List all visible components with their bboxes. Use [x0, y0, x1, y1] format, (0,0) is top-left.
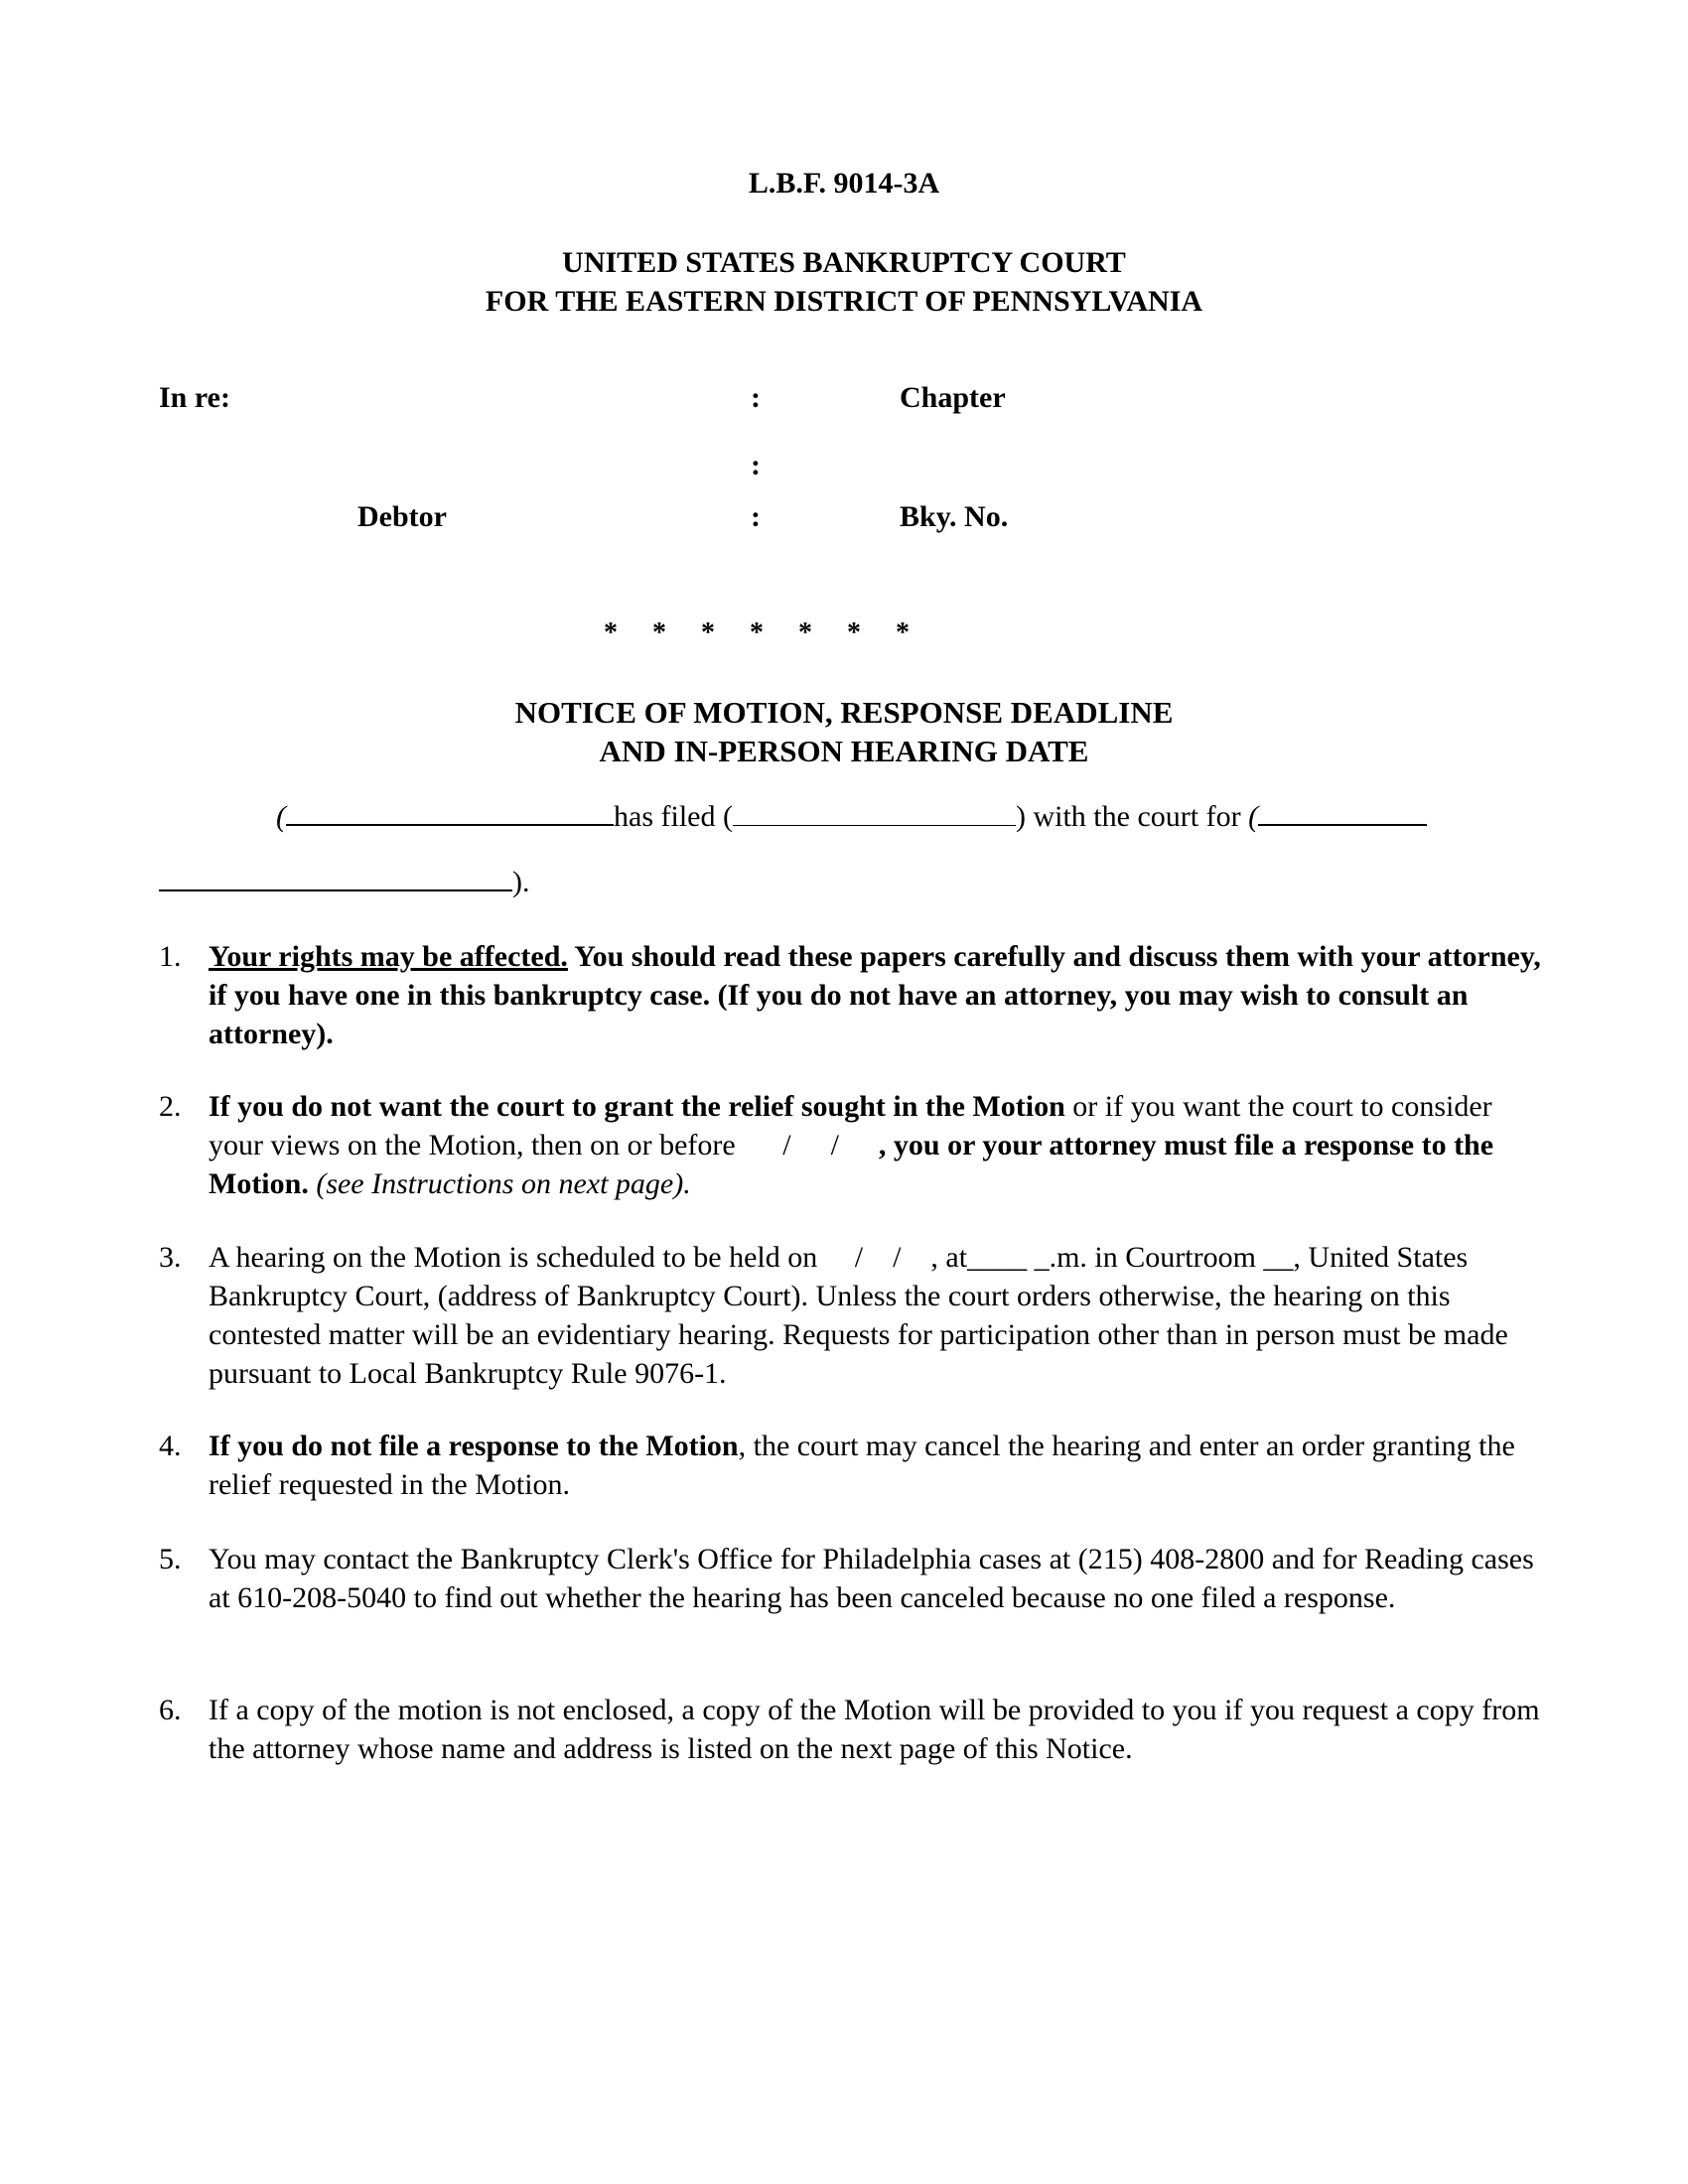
item-number: 1. [159, 940, 182, 973]
star: * [604, 617, 618, 648]
with-court-text: ) with the court for [1015, 800, 1249, 833]
date-slash: / [893, 1241, 902, 1274]
item-number: 6. [159, 1694, 182, 1726]
date-slash: / [782, 1129, 791, 1161]
caption-colon-2: : [751, 449, 761, 481]
debtor-label: Debtor [357, 500, 447, 533]
star: * [847, 617, 861, 648]
item-2-bold-lead: If you do not want the court to grant the relief sought in the Motion [209, 1090, 1065, 1123]
item-4-bold-lead: If you do not file a response to the Motion [209, 1430, 739, 1462]
list-item-6 [159, 1691, 1549, 1768]
court-name-line2: FOR THE EASTERN DISTRICT OF PENNSYLVANIA [485, 285, 1203, 318]
star: * [750, 617, 764, 648]
item-number: 3. [159, 1241, 182, 1274]
star: * [652, 617, 666, 648]
item-5-text: You may contact the Bankruptcy Clerk's Office for Philadelphia cases at (215) 408-2800 and for Reading cases at 610-208-5040 to find out whether the hearing has been canceled because no one filed a response. [209, 1543, 1534, 1614]
notice-title-line2: AND IN-PERSON HEARING DATE [599, 734, 1089, 768]
caption-colon-3: : [751, 500, 761, 533]
filed-sentence [276, 796, 1427, 834]
star: * [701, 617, 715, 648]
item-4-text: , the court may cancel the hearing and enter an order granting the relief requested in the Motion. [209, 1430, 1515, 1501]
list-item-1 [159, 937, 1549, 1053]
relief-blank-1[interactable] [1258, 796, 1427, 826]
open-paren: ( [276, 800, 286, 833]
item-2-text: or if you want the court to consider your views on the Motion, then on or before [209, 1090, 1492, 1161]
date-slash: / [854, 1241, 864, 1274]
bky-no-label: Bky. No. [900, 500, 1009, 533]
star: * [798, 617, 812, 648]
date-slash: / [830, 1129, 839, 1161]
item-1-text: You should read these papers carefully and discuss them with your attorney, if you have one in this bankruptcy case. (If you do not have an attorney, you may wish to consult an attorney). [209, 940, 1541, 1050]
movant-blank[interactable] [286, 796, 614, 826]
item-number: 2. [159, 1090, 182, 1123]
separator-stars [604, 617, 944, 649]
rights-affected-heading: Your rights may be affected. [209, 940, 568, 973]
item-2-bold-mid: , you or your attorney must file a response to the Motion. [209, 1129, 1494, 1200]
list-item-3 [159, 1238, 1549, 1393]
chapter-label: Chapter [900, 381, 1006, 414]
item-3-text-b: , at____ _.m. in Courtroom __, United States Bankruptcy Court, (address of Bankruptcy Court). Unless the court orders otherwise, the hearing on this contested matter will be an evidentiary hearing. Requests for participation other than in person must be made pursuant to Local Bankruptcy Rule 9076-1. [209, 1241, 1508, 1390]
item-number: 4. [159, 1430, 182, 1462]
star: * [896, 617, 910, 648]
relief-blank-2[interactable] [159, 862, 512, 891]
close-text: ). [512, 866, 530, 898]
notice-title-line1: NOTICE OF MOTION, RESPONSE DEADLINE [514, 695, 1174, 730]
caption-colon-1: : [751, 381, 761, 414]
filed-sentence-cont [159, 862, 530, 899]
list-item-5 [159, 1540, 1549, 1617]
in-re-label: In re: [159, 381, 230, 414]
list-item-4 [159, 1427, 1549, 1504]
item-6-text: If a copy of the motion is not enclosed, a copy of the Motion will be provided to you if you request a copy from the attorney whose name and address is listed on the next page of this Notice. [209, 1694, 1540, 1765]
form-id: L.B.F. 9014-3A [748, 167, 940, 200]
item-3-text-a: A hearing on the Motion is scheduled to be held on [209, 1241, 825, 1274]
court-name-line1: UNITED STATES BANKRUPTCY COURT [562, 246, 1126, 279]
motion-name-blank[interactable] [733, 797, 1016, 826]
open-paren-italic: ( [1248, 800, 1259, 833]
item-number: 5. [159, 1543, 182, 1575]
list-item-2 [159, 1087, 1549, 1203]
item-2-italic: (see Instructions on next page). [308, 1167, 691, 1200]
has-filed-text: has filed ( [614, 800, 733, 833]
